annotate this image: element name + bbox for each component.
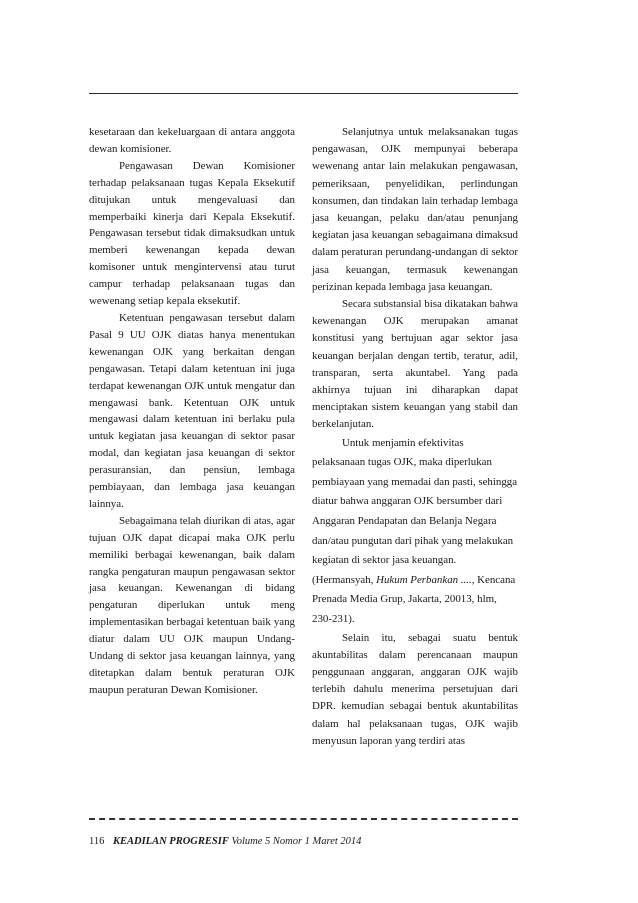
- header-rule: [89, 93, 518, 94]
- paragraph: Selanjutnya untuk melaksanakan tugas pengawasan, OJK mempunyai beberapa wewenang antar lain melakukan pengawasan, pemeriksaan, penyelidikan, perlindungan konsumen, dan tindakan lain terhadap lembaga jasa keuangan, pelaku dan/atau penunjang kegiatan jasa keuangan sebagaimana dimaksud dalam peraturan perundang-undangan di sektor jasa keuangan, termasuk kewenangan perizinan kepada lembaga jasa keuangan.: [312, 126, 518, 293]
- paragraph: kesetaraan dan kekeluargaan di antara anggota dewan komisioner.: [89, 126, 295, 155]
- paragraph-text: Untuk menjamin efektivitas pelaksanaan tugas OJK, maka diperlukan pembiayaan yang memadai dan pasti, sehingga diatur bahwa anggaran OJK bersumber dari Anggaran Pendapatan dan Belanja Negara dan/atau pungutan dari pihak yang melakukan kegiatan di sektor jasa keuangan. (Hermansyah,: [312, 436, 518, 586]
- paragraph: Selain itu, sebagai suatu bentuk akuntabilitas dalam perencanaan maupun penggunaan anggaran, anggaran OJK wajib terlebih dahulu menerima persetujuan dari DPR. kemudian sebagai bentuk akuntabilitas dalam hal pelaksanaan tugas, OJK wajib menyusun laporan yang terdiri atas: [312, 631, 518, 747]
- page-footer: [89, 836, 361, 847]
- paragraph: Pengawasan Dewan Komisioner terhadap pelaksanaan tugas Kepala Eksekutif ditujukan untuk mengevaluasi dan memperbaiki kinerja dari Kepala Eksekutif. Pengawasan tersebut tidak dimaksudkan untuk memberi kewenangan kepada dewan komisoner untuk mengintervensi atau turut campur terhadap pelaksanaan tugas dan wewenang setiap kepala eksekutif.: [89, 159, 295, 308]
- footer-rule: [89, 818, 518, 820]
- right-column: [312, 124, 518, 750]
- paragraph: Ketentuan pengawasan tersebut dalam Pasal 9 UU OJK diatas hanya menentukan kewenangan OJK yang berkaitan dengan pengawasan. Tetapi dalam ketentuan ini juga terdapat kewenangan OJK untuk mengatur dan mengawasi bank. Ketentuan OJK untuk mengawasi dalam ketentuan ini berlaku pula untuk kegiatan jasa keuangan di sektor pasar modal, dan kegiatan jasa keuangan di sektor perasuransian, dan pensiun, lembaga pembiayaan, dan lembaga jasa keuangan lainnya.: [89, 311, 295, 510]
- journal-volume: Volume 5 Nomor 1 Maret 2014: [231, 836, 362, 847]
- paragraph: [312, 434, 518, 630]
- paragraph: Secara substansial bisa dikatakan bahwa kewenangan OJK merupakan amanat konstitusi yang bertujuan agar sektor jasa keuangan berjalan dengan tertib, teratur, adil, transparan, serta akuntabel. Yang pada akhirnya tujuan ini diharapkan dapat menciptakan sistem keuangan yang stabil dan berkelanjutan.: [312, 298, 519, 431]
- journal-title: KEADILAN PROGRESIF: [113, 836, 229, 847]
- paragraph-text: , Kencana Prenada Media Grup, Jakarta, 20013, hlm, 230-231).: [312, 573, 516, 625]
- page-number: 116: [89, 836, 105, 847]
- paragraph: Sebagaimana telah diurikan di atas, agar tujuan OJK dapat dicapai maka OJK perlu memiliki berbagai kewenangan, baik dalam rangka pengaturan maupun pengawasan sektor jasa keuangan. Kewenangan di bidang pengaturan diperlukan untuk meng implementasikan berbagai ketentuan baik yang diatur dalam UU OJK maupun Undang-Undang di sektor jasa keuangan lainnya, yang ditetapkan dalam bentuk peraturan OJK maupun peraturan Dewan Komisioner.: [89, 514, 295, 696]
- left-column: [89, 124, 295, 699]
- citation-title: Hukum Perbankan ....: [376, 573, 472, 586]
